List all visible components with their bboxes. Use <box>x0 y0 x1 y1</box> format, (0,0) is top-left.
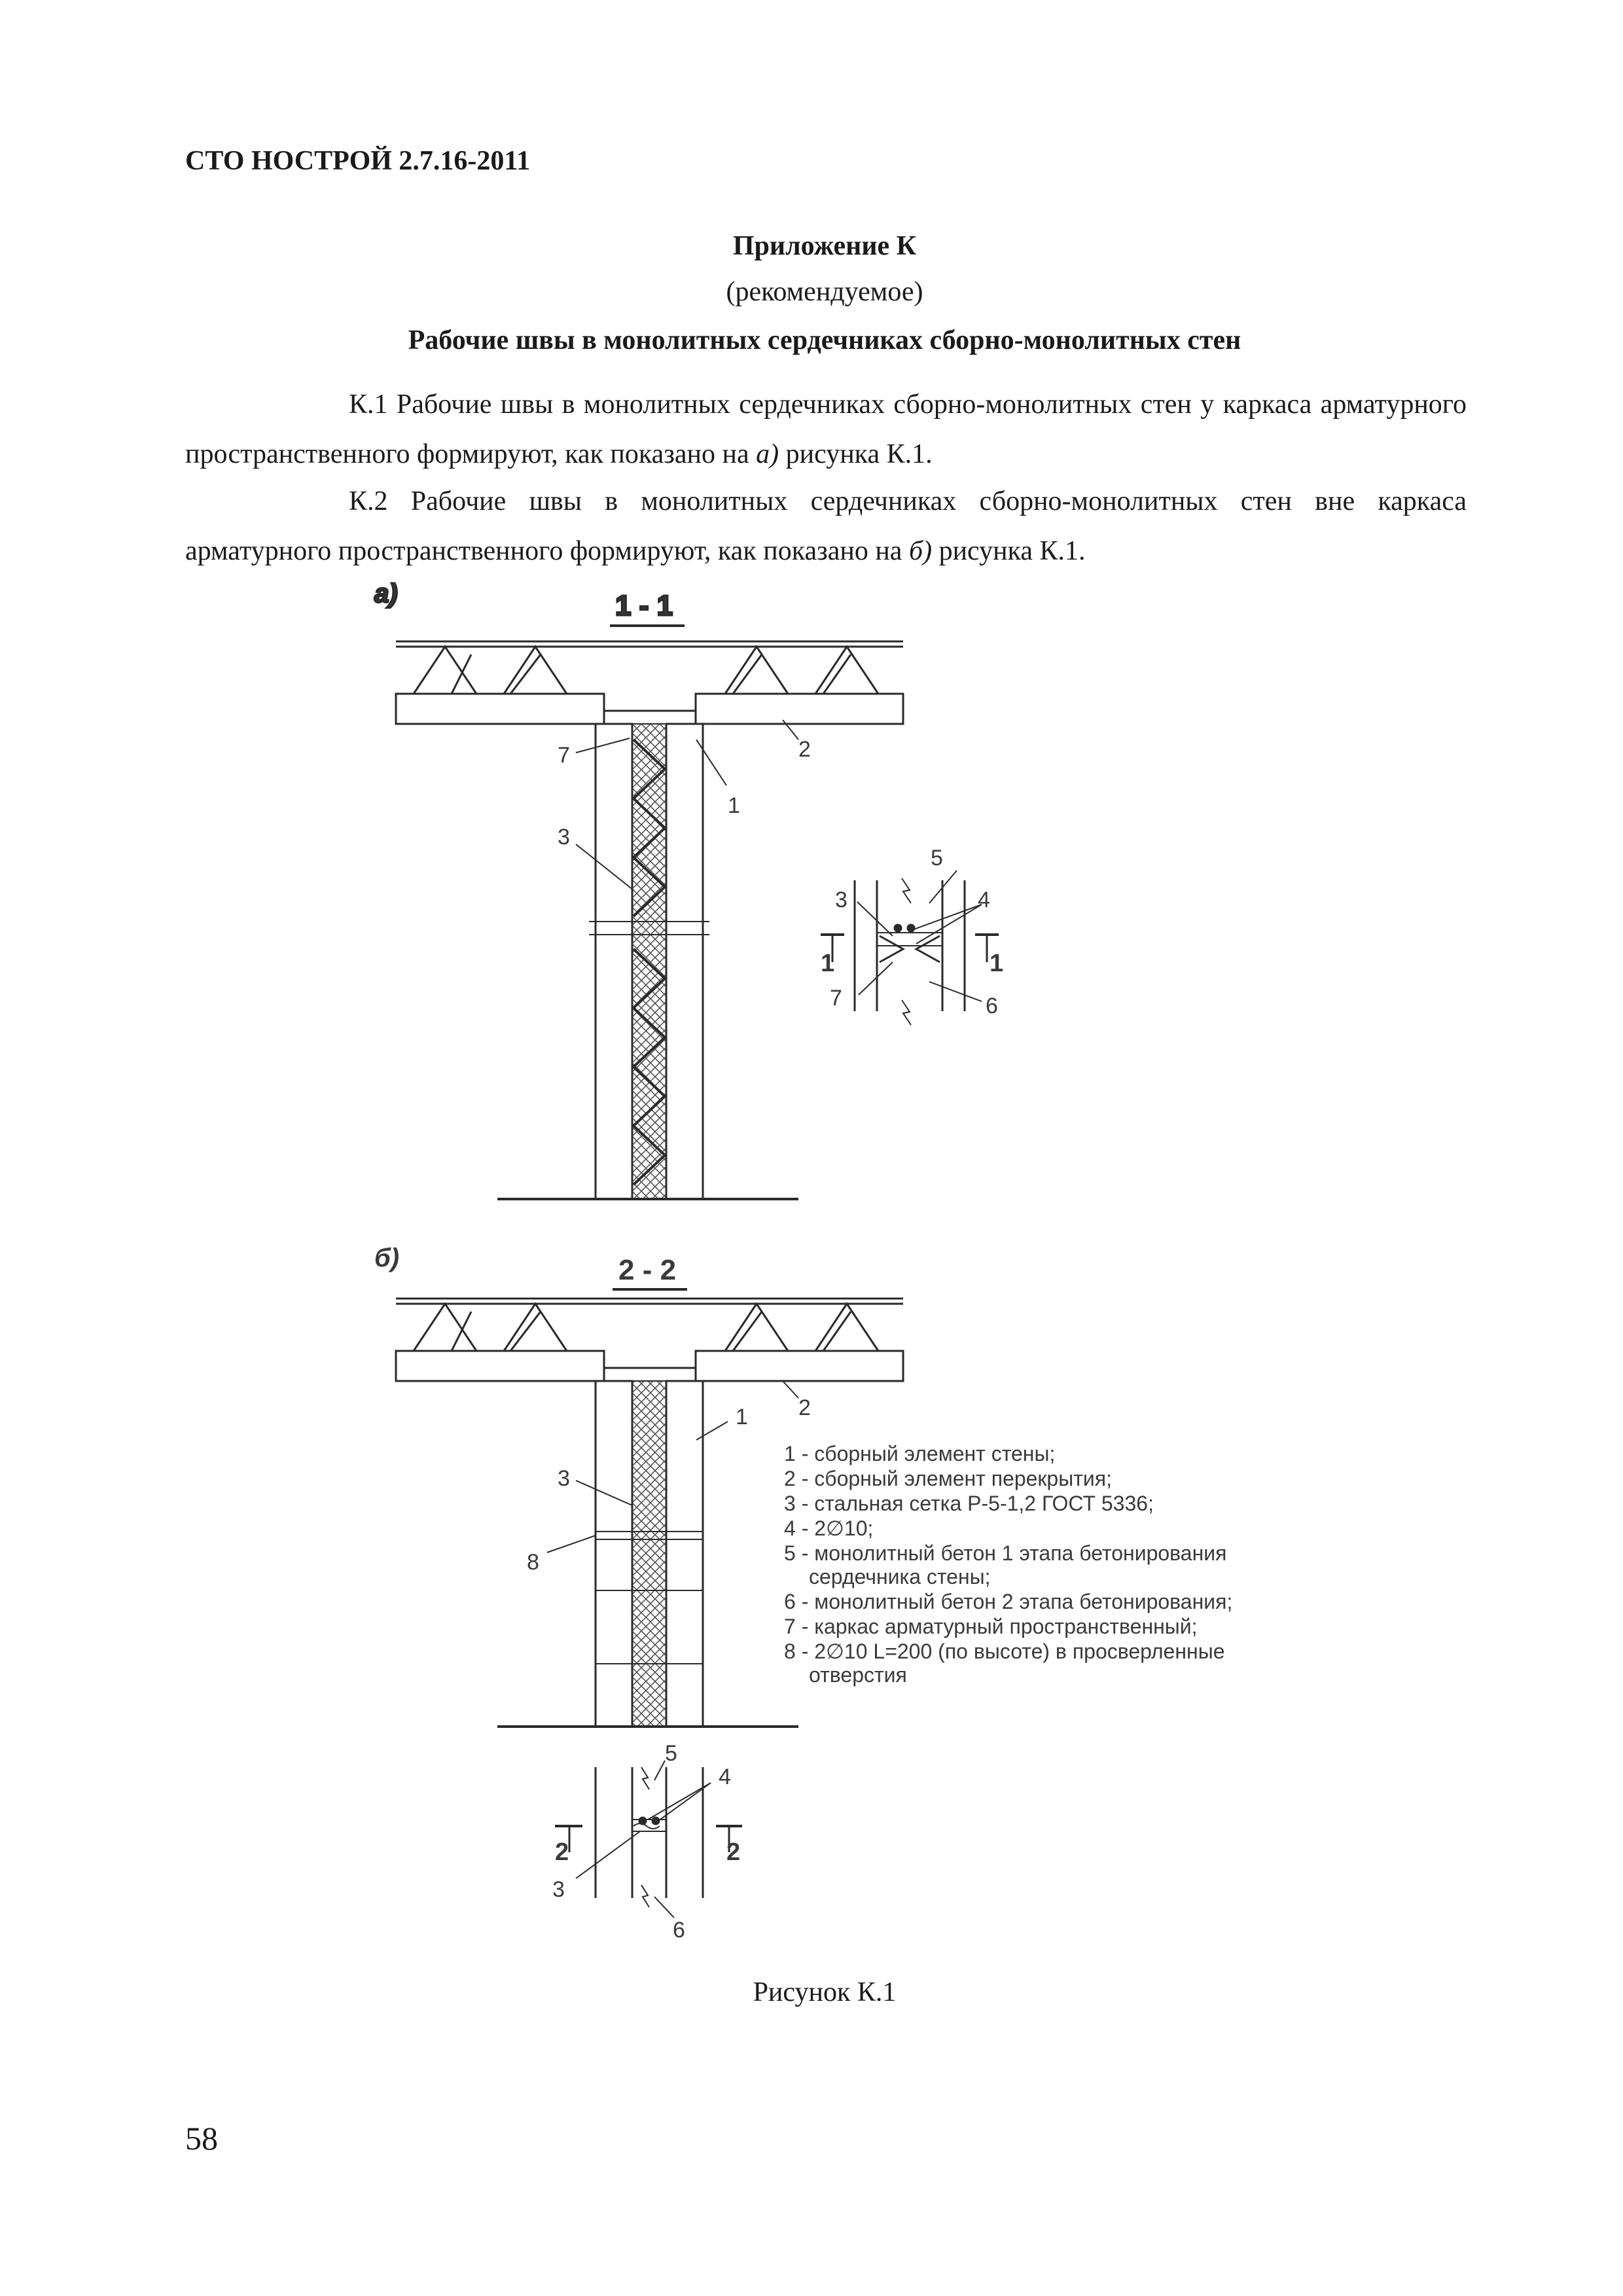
paragraph-k2-end: рисунка К.1. <box>932 536 1086 566</box>
truss-right <box>725 647 878 694</box>
figure-caption: Рисунок К.1 <box>753 1977 897 2007</box>
part-a-letter: а) <box>374 579 398 608</box>
truss-left <box>414 647 567 694</box>
cut-mark-1-right: 1 <box>990 950 1004 977</box>
label-2-b: 2 <box>798 1395 811 1420</box>
wall-panel-right <box>666 724 703 1199</box>
legend-item-6: 6 - монолитный бетон 2 этапа бетонирования; <box>784 1590 1233 1613</box>
cut-mark-2-right: 2 <box>726 1839 741 1866</box>
slab-right <box>696 694 903 724</box>
legend-item-8: 8 - 2∅10 L=200 (по высоте) в просверленные <box>784 1640 1225 1663</box>
legend-item-3: 3 - стальная сетка Р-5-1,2 ГОСТ 5336; <box>784 1492 1154 1515</box>
detail-a-label-4: 4 <box>978 888 990 912</box>
appendix-subtitle: (рекомендуемое) <box>726 277 923 307</box>
legend-item-5-cont: сердечника стены; <box>809 1565 991 1588</box>
legend-item-8-cont: отверстия <box>809 1663 907 1687</box>
leader-7 <box>576 738 630 753</box>
detail-b-label-6: 6 <box>673 1918 685 1943</box>
wall-panel-left <box>596 724 632 1199</box>
leader-1 <box>696 740 726 785</box>
diagram-a <box>374 579 903 1199</box>
legend-item-2: 2 - сборный элемент перекрытия; <box>784 1467 1112 1490</box>
legend-item-4: 4 - 2∅10; <box>784 1516 874 1540</box>
page-number: 58 <box>185 2120 218 2157</box>
detail-b <box>555 1761 742 1918</box>
document-code: СТО НОСТРОЙ 2.7.16-2011 <box>185 146 531 176</box>
label-1-a: 1 <box>728 793 740 818</box>
appendix-heading: Рабочие швы в монолитных сердечниках сборно-монолитных стен <box>408 325 1241 355</box>
paragraph-k1-end: рисунка К.1. <box>779 439 933 469</box>
label-3-a: 3 <box>558 825 570 850</box>
legend-item-5: 5 - монолитный бетон 1 этапа бетонирования <box>784 1541 1227 1565</box>
detail-b-label-3: 3 <box>552 1877 565 1902</box>
legend-item-7: 7 - каркас арматурный пространственный; <box>784 1615 1198 1638</box>
cut-mark-2-left: 2 <box>555 1839 569 1866</box>
appendix-title: Приложение К <box>732 231 917 261</box>
detail-b-label-4: 4 <box>719 1765 731 1789</box>
label-1-b: 1 <box>736 1405 748 1429</box>
paragraph-k2-ref: б) <box>908 536 933 566</box>
label-8-b: 8 <box>527 1550 539 1575</box>
legend <box>784 1442 1232 1687</box>
leader-3 <box>576 844 633 890</box>
detail-b-labels <box>552 1741 740 1943</box>
label-7-a: 7 <box>558 743 570 768</box>
slab-left <box>396 694 604 724</box>
cut-mark-1-left: 1 <box>821 950 835 977</box>
detail-a-label-6: 6 <box>986 994 998 1018</box>
part-b-letter: б) <box>374 1244 400 1272</box>
detail-b-label-5: 5 <box>665 1741 677 1766</box>
section-2-2-label: 2 - 2 <box>618 1254 677 1286</box>
labels-b <box>527 1395 811 1575</box>
paragraph-k2-start: К.2 Рабочие швы в монолитных сердечниках сборно-монолитных стен вне каркаса арматурного пространственного формируют, как показано на <box>185 486 1467 566</box>
detail-a-label-5: 5 <box>931 846 943 870</box>
detail-a-label-7: 7 <box>830 986 842 1011</box>
paragraph-k1-start: К.1 Рабочие швы в монолитных сердечниках сборно-монолитных стен у каркаса арматурного пространственного формируют, как показано на <box>185 389 1467 469</box>
detail-a-label-3: 3 <box>835 888 847 912</box>
label-2-a: 2 <box>798 737 811 762</box>
section-1-1-label: 1 - 1 <box>615 590 673 622</box>
legend-item-1: 1 - сборный элемент стены; <box>784 1442 1056 1465</box>
paragraph-k1-ref: а) <box>756 439 779 469</box>
label-3-b: 3 <box>558 1466 570 1491</box>
